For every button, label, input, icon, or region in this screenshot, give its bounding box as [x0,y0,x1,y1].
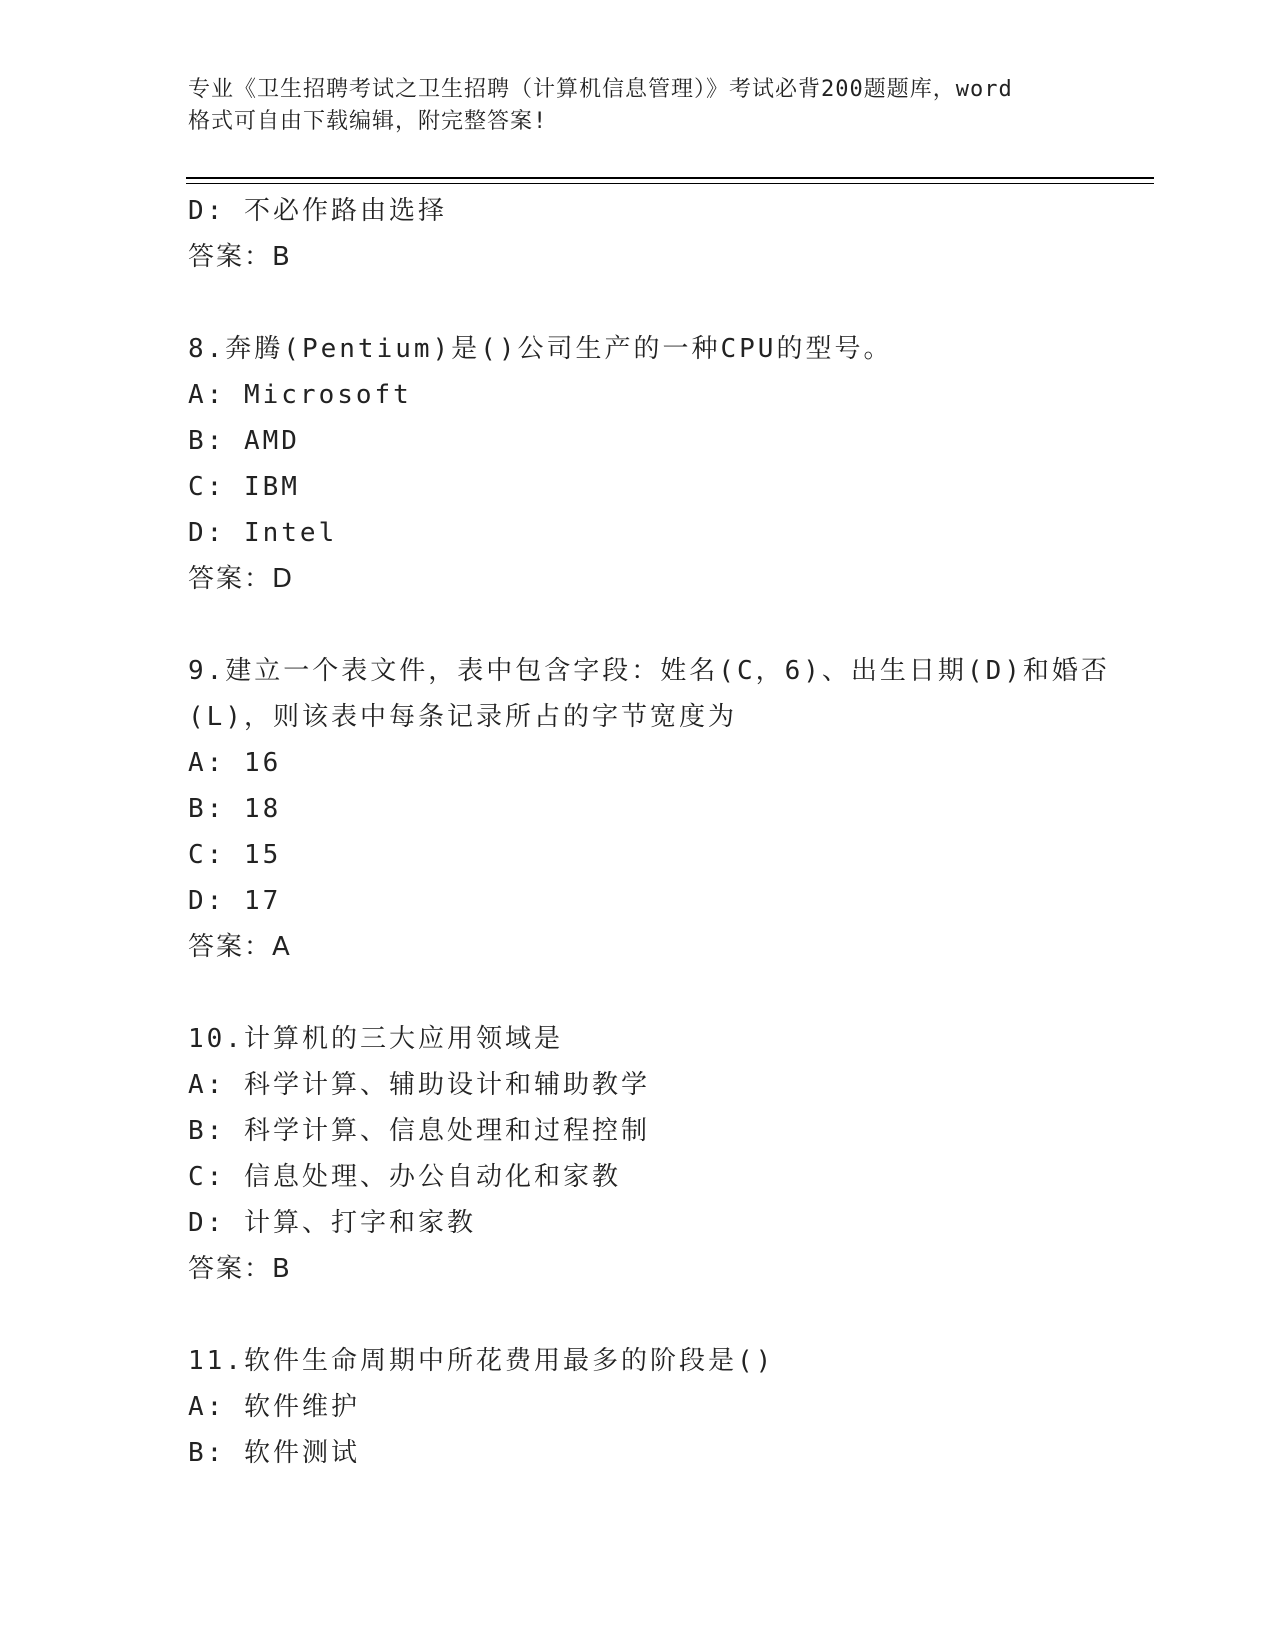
answer-label: 答案：B [188,242,292,272]
question-text: 10.计算机的三大应用领域是 [188,1024,563,1054]
option-d: D: Intel [188,518,338,548]
spacer [188,1292,1088,1338]
option-a: A: 科学计算、辅助设计和辅助教学 [188,1070,650,1100]
option-d: D: 不必作路由选择 [188,196,447,226]
option-c: C: 信息处理、办公自动化和家教 [188,1162,621,1192]
option-d: D: 17 [188,886,282,916]
spacer [188,280,1088,326]
spacer [188,602,1088,648]
option-c: C: IBM [188,472,300,502]
question-block-previous [188,188,1088,280]
question-block-9 [188,648,1110,970]
option-a: A: 16 [188,748,282,778]
document-header [188,74,1088,138]
answer-label: 答案：A [188,932,292,962]
option-b: B: 18 [188,794,282,824]
question-block-11 [188,1338,1088,1476]
header-line-2: 格式可自由下载编辑，附完整答案! [188,109,548,134]
option-a: A: 软件维护 [188,1392,360,1422]
question-text-line-2: (L)，则该表中每条记录所占的字节宽度为 [188,702,737,732]
spacer [188,970,1088,1016]
option-b: B: AMD [188,426,300,456]
option-b: B: 科学计算、信息处理和过程控制 [188,1116,650,1146]
question-text-line-1: 9.建立一个表文件，表中包含字段：姓名(C，6)、出生日期(D)和婚否 [188,656,1110,686]
answer-label: 答案：D [188,564,295,594]
answer-label: 答案：B [188,1254,292,1284]
option-b: B: 软件测试 [188,1438,360,1468]
header-line-1: 专业《卫生招聘考试之卫生招聘（计算机信息管理）》考试必背200题题库，word [188,77,1013,102]
question-text: 8.奔腾(Pentium)是()公司生产的一种CPU的型号。 [188,334,893,364]
option-a: A: Microsoft [188,380,412,410]
option-d: D: 计算、打字和家教 [188,1208,476,1238]
question-block-10 [188,1016,1088,1292]
header-divider-thick [186,177,1154,179]
header-divider-thin [186,183,1154,184]
question-text: 11.软件生命周期中所花费用最多的阶段是() [188,1346,775,1376]
question-block-8 [188,326,1088,602]
question-list [188,188,1110,1476]
option-c: C: 15 [188,840,282,870]
